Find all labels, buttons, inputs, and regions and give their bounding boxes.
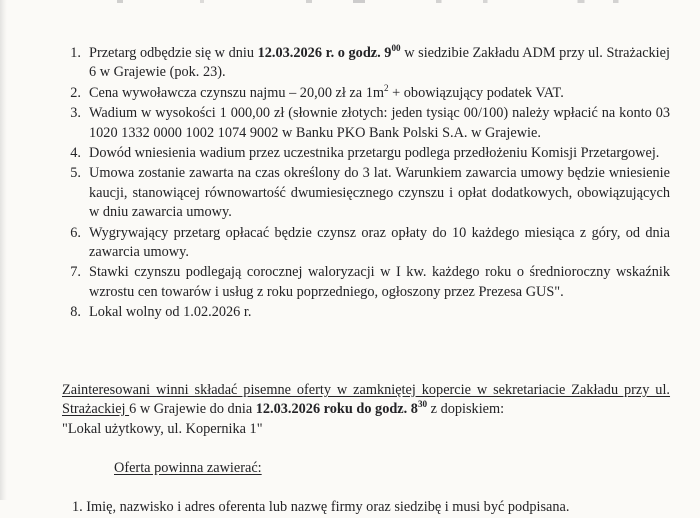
list-item-text [89, 144, 670, 163]
offer-requirements-heading-text: Oferta powinna zawierać: [114, 459, 262, 476]
tender-conditions-list [62, 44, 670, 323]
submission-paragraph [62, 381, 670, 420]
list-item-text: Imię, nazwisko i adres oferenta lub nazwę firmy oraz siedzibę i musi być podpisana. [86, 499, 570, 516]
list-marker: 8. [70, 304, 81, 321]
submission-segment-3: 12.03.2026 roku do godz. 8 [255, 401, 418, 418]
submission-segment-0: Zainteresowani [62, 381, 157, 398]
offer-requirements-list [62, 498, 670, 517]
list-item-text [89, 303, 670, 322]
submission-segment-5: z dopiskiem: [427, 401, 505, 418]
list-item-text [89, 224, 670, 263]
list-marker: 6. [70, 224, 81, 241]
list-marker: 7. [70, 264, 81, 281]
tender-condition-item [62, 263, 670, 302]
list-item-text [89, 84, 670, 103]
list-marker: 3. [70, 105, 81, 122]
list-item-text [89, 44, 670, 83]
condition-1-superscript: 00 [391, 43, 401, 54]
tender-condition-item [62, 84, 670, 103]
offer-requirements-heading [62, 459, 670, 478]
tender-condition-item [62, 144, 670, 163]
list-marker: 4. [70, 145, 81, 162]
condition-2-segment-2: + obowiązujący podatek VAT. [388, 84, 564, 101]
list-marker: 5. [70, 165, 81, 182]
list-item-text [89, 263, 670, 302]
list-marker: 1. [70, 45, 81, 61]
condition-2-superscript: 2 [383, 83, 389, 94]
condition-5-segment-0: Umowa zostanie zawarta na czas określony do 3 lat. Warunkiem zawarcia umowy będzie wniesienie kaucji, stanowiącej równowartość dwumiesięcznego czynszu i opłat dodatkowych, obowiązujących w dniu zawarcia umowy. [89, 165, 670, 221]
condition-1-segment-3: w siedzibie Zakładu ADM przy ul. Strażackiej 6 w Grajewie (pok. 23). [89, 45, 670, 81]
offer-requirement-item [62, 498, 670, 517]
condition-1-segment-0: Przetarg odbędzie się w dniu [89, 45, 258, 61]
list-marker: 1. [72, 499, 87, 516]
section-spacer [62, 439, 670, 459]
condition-1-segment-1: 12.03.2026 r. o godz. 9 [257, 45, 392, 61]
submission-segment-1: winni składać pisemne oferty w zamkniętej kopercie w sekretariacie Zakładu przy ul. Strażackiej [62, 381, 671, 418]
list-item-text [89, 164, 670, 222]
submission-superscript: 30 [417, 399, 428, 410]
condition-8-segment-0: Lokal wolny od 1.02.2026 r. [89, 304, 252, 321]
tender-condition-item [62, 44, 670, 83]
condition-6-segment-0: Wygrywający przetarg opłacać będzie czynsz oraz opłaty do 10 każdego miesiąca z góry, od dnia zawarcia umowy. [89, 224, 670, 261]
list-marker: 2. [70, 84, 81, 101]
condition-2-segment-0: Cena wywoławcza czynszu najmu – 20,00 zł za 1m [89, 84, 384, 101]
section-spacer [62, 478, 670, 498]
tender-condition-item [62, 224, 670, 263]
premises-label: "Lokal użytkowy, ul. Kopernika 1" [62, 420, 263, 437]
condition-3-segment-0: Wadium w wysokości 1 000,00 zł (słownie złotych: jeden tysiąc 00/100) należy wpłacić na konto 03 1020 1332 0000 1002 1074 9002 w Banku PKO Bank Polski S.A. w Grajewie. [89, 105, 670, 141]
condition-7-segment-0: Stawki czynszu podlegają corocznej waloryzacji w I kw. każdego roku o średnioroczny wskaźnik wzrostu cen towarów i usług z roku poprzedniego, ogłoszony przez Prezesa GUS". [89, 264, 670, 300]
section-spacer [62, 324, 670, 354]
list-item-text [89, 104, 670, 143]
tender-condition-item [62, 303, 670, 322]
submission-segment-2: 6 w Grajewie do dnia [129, 401, 256, 418]
tender-condition-item [62, 104, 670, 143]
condition-4-segment-0: Dowód wniesienia wadium przez uczestnika przetargu podlega przedłożeniu Komisji Przetargowej. [89, 145, 660, 162]
tender-condition-item [62, 164, 670, 222]
